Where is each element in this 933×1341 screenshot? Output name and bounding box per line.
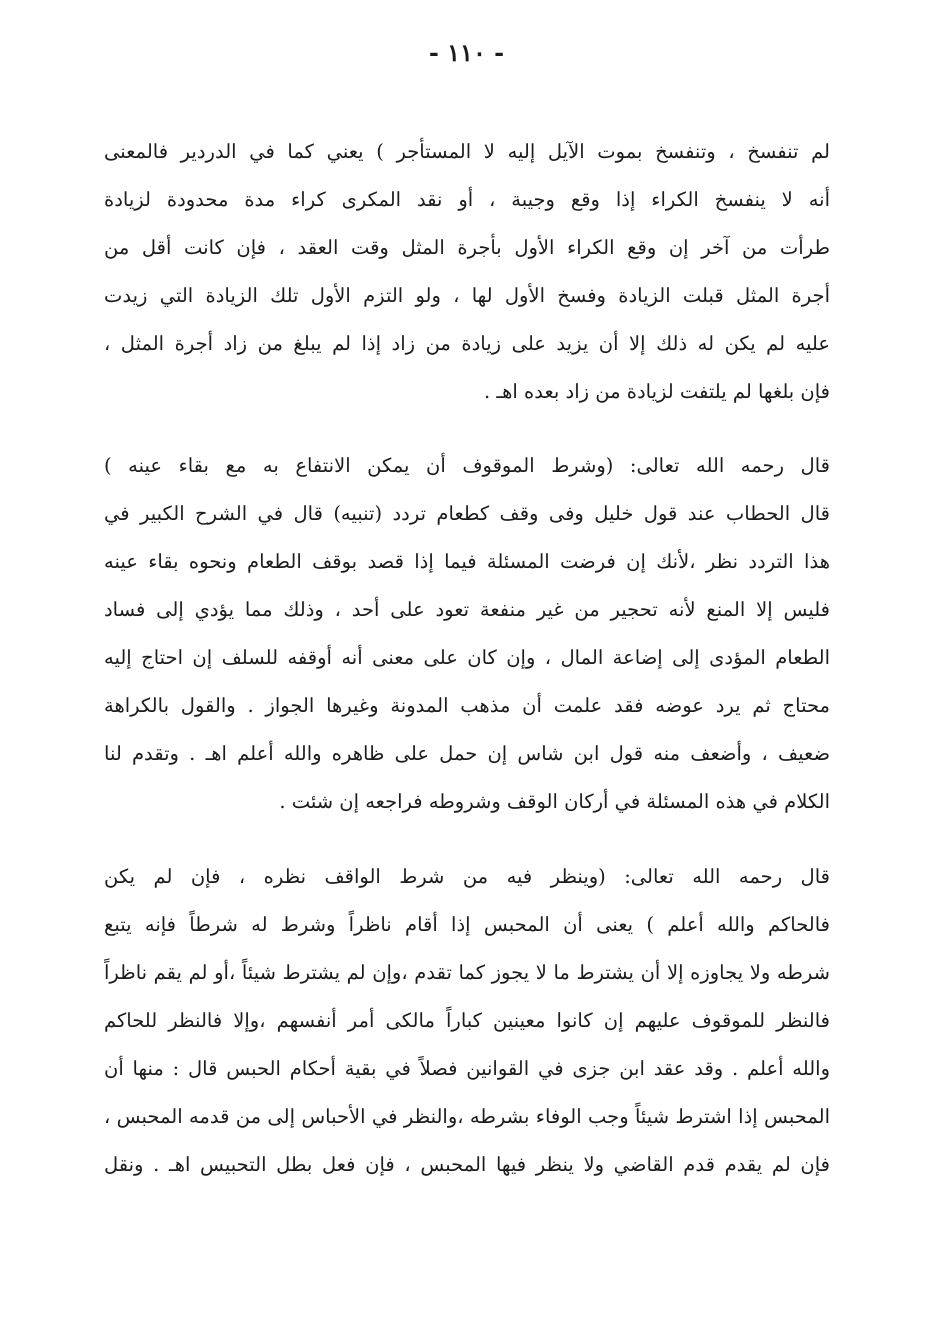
- text-line: ضعيف ، وأضعف منه قول ابن شاس إن حمل على ظاهره والله أعلم اهـ . وتقدم لنا: [104, 742, 830, 765]
- paragraph-3: [104, 853, 830, 1189]
- text-line: أجرة المثل قبلت الزيادة وفسخ الأول لها ، ولو التزم الأول تلك الزيادة التي زيدت: [104, 284, 830, 307]
- text-line: المحبس إذا اشترط شيئاً وجب الوفاء بشرطه ،والنظر في الأحباس إلى من قدمه المحبس ،: [104, 1105, 830, 1128]
- text-line: شرطه ولا يجاوزه إلا أن يشترط ما لا يجوز كما تقدم ،وإن لم يشترط شيئاً ،أو لم يقم ناظراً: [104, 961, 830, 984]
- text-line: هذا التردد نظر ،لأنك إن فرضت المسئلة فيما إذا قصد بوقف الطعام ونحوه بقاء عينه: [104, 550, 830, 573]
- text-line: قال رحمه الله تعالى: (وشرط الموقوف أن يمكن الانتفاع به مع بقاء عينه ): [104, 454, 830, 477]
- text-line: فالحاكم والله أعلم ) يعنى أن المحبس إذا أقام ناظراً وشرط له شرطاً فإنه يتبع: [104, 913, 830, 936]
- text-line: أنه لا ينفسخ الكراء إذا وقع وجيبة ، أو نقد المكرى كراء مدة محدودة لزيادة: [104, 188, 830, 211]
- text-line: فليس إلا المنع لأنه تحجير من غير منفعة تعود على أحد ، وذلك مما يؤدي إلى فساد: [104, 598, 830, 621]
- text-line: والله أعلم . وقد عقد ابن جزى في القوانين فصلاً في بقية أحكام الحبس قال : منها أن: [104, 1057, 830, 1080]
- text-line: الطعام المؤدى إلى إضاعة المال ، وإن كان على معنى أنه أوقفه للسلف إن احتاج إليه: [104, 646, 830, 669]
- page-number: - ١١٠ -: [428, 38, 505, 67]
- text-line: فإن لم يقدم قدم القاضي ولا ينظر فيها المحبس ، فإن فعل بطل التحبيس اهـ . ونقل: [104, 1153, 830, 1176]
- text-line: عليه لم يكن له ذلك إلا أن يزيد على زيادة من زاد إذا لم يبلغ من زاد أجرة المثل ،: [104, 332, 830, 355]
- text-line: قال رحمه الله تعالى: (وينظر فيه من شرط الواقف نظره ، فإن لم يكن: [104, 865, 830, 888]
- text-line: لم تنفسخ ، وتنفسخ بموت الآيل إليه لا المستأجر ) يعني كما في الدردير فالمعنى: [104, 140, 830, 163]
- text-line: الكلام في هذه المسئلة في أركان الوقف وشروطه فراجعه إن شئت .: [279, 790, 830, 813]
- text-line: فإن بلغها لم يلتفت لزيادة من زاد بعده اهـ .: [484, 380, 830, 403]
- text-line: فالنظر للموقوف عليهم إن كانوا معينين كباراً مالكى أمر أنفسهم ،وإلا فالنظر للحاكم: [104, 1009, 830, 1032]
- text-line: قال الحطاب عند قول خليل وفى وقف كطعام تردد (تنبيه) قال في الشرح الكبير في: [104, 502, 830, 525]
- text-line: طرأت من آخر إن وقع الكراء الأول بأجرة المثل وقت العقد ، فإن كانت أقل من: [104, 236, 830, 259]
- paragraph-2: [104, 442, 830, 826]
- paragraph-1: [104, 128, 830, 416]
- text-line: محتاج ثم يرد عوضه فقد علمت أن مذهب المدونة وغيرها الجواز . والقول بالكراهة: [104, 694, 830, 717]
